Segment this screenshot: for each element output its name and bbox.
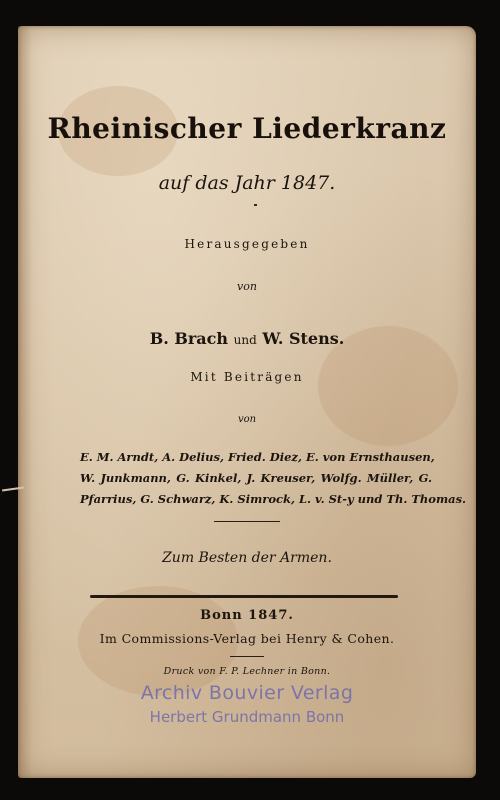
von-label: von xyxy=(237,280,257,293)
divider-rule-small xyxy=(230,656,264,657)
book-subtitle: auf das Jahr 1847. xyxy=(158,172,336,194)
contributors-line: Pfarrius, G. Schwarz, K. Simrock, L. v. St-y und Th. Thomas. xyxy=(80,492,467,506)
title-page-content xyxy=(18,26,476,778)
imprint-rule xyxy=(90,595,398,598)
editor-second: W. Stens. xyxy=(262,329,345,348)
imprint-place-year: Bonn 1847. xyxy=(200,608,294,623)
book-title: Rheinischer Liederkranz xyxy=(47,112,447,145)
editors-conjunction: und xyxy=(233,333,257,347)
contributors-line: W. Junkmann, G. Kinkel, J. Kreuser, Wolfg. Müller, G. xyxy=(80,471,432,485)
publisher-line: Im Commissions-Verlag bei Henry & Cohen. xyxy=(99,631,395,646)
printer-line: Druck von F. P. Lechner in Bonn. xyxy=(163,666,331,677)
editors-line xyxy=(18,329,476,348)
divider-rule xyxy=(214,521,280,522)
editor-first: B. Brach xyxy=(149,329,229,348)
archive-stamp-line-2: Herbert Grundmann Bonn xyxy=(149,708,345,726)
dedication: Zum Besten der Armen. xyxy=(162,550,332,566)
edited-by-label: Herausgegeben xyxy=(184,237,310,251)
book-page xyxy=(18,26,476,778)
ink-mark xyxy=(254,204,257,206)
contributors-line: E. M. Arndt, A. Delius, Fried. Diez, E. von Ernsthausen, xyxy=(80,450,435,464)
von-label-2: von xyxy=(237,414,257,425)
archive-stamp-line-1: Archiv Bouvier Verlag xyxy=(140,682,354,704)
contributions-label: Mit Beiträgen xyxy=(190,370,304,384)
